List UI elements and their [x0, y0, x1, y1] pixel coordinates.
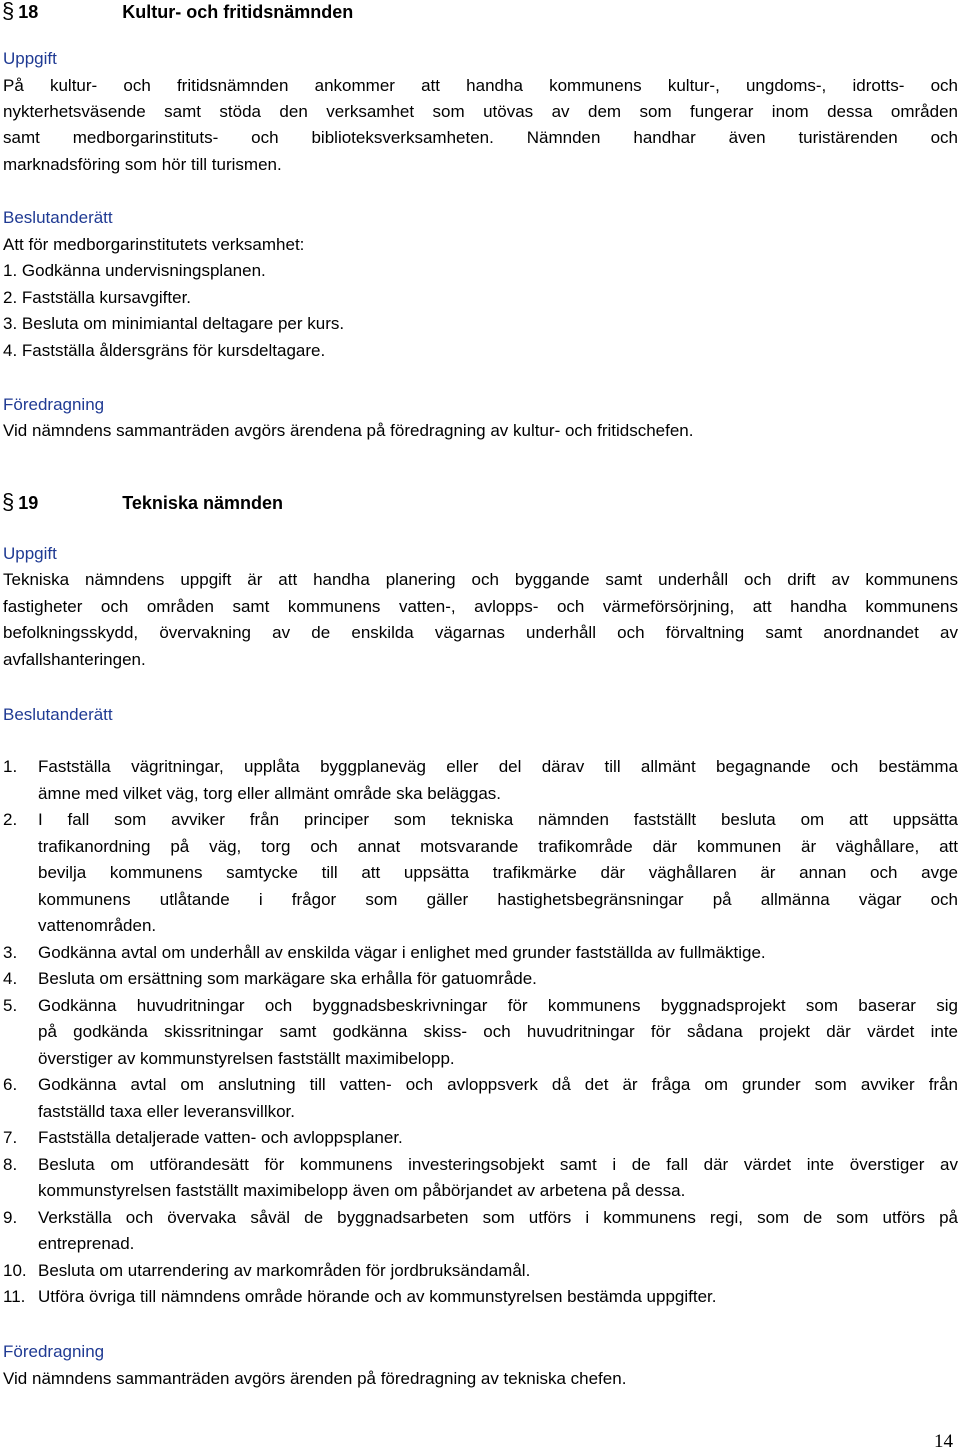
list-item-text: kommunstyrelsen fastställt maximibelopp även om påbörjandet av arbetena på dessa. — [38, 1181, 686, 1200]
list-item — [3, 966, 958, 993]
list-item: 4. Fastställa åldersgräns för kursdeltagare. — [3, 341, 326, 360]
section-number: 19 — [18, 493, 39, 513]
uppgift-line: På kultur- och fritidsnämnden ankommer att handha kommunens kultur-, ungdoms-, idrotts- och — [3, 76, 958, 95]
uppgift-line: marknadsföring som hör till turismen. — [3, 155, 282, 174]
list-item-text: på godkända skissritningar samt godkänna skiss- och huvudritningar för sådana projekt där värdet inte — [38, 1022, 958, 1041]
list-item: 1. Godkänna undervisningsplanen. — [3, 261, 266, 280]
uppgift-heading: Uppgift — [3, 544, 57, 563]
section-19-heading — [2, 491, 283, 514]
list-item-number: 11. — [3, 1287, 26, 1306]
section-sign: § — [2, 489, 15, 514]
list-item: 3. Besluta om minimiantal deltagare per kurs. — [3, 314, 345, 333]
uppgift-line: Tekniska nämndens uppgift är att handha planering och byggande samt underhåll och drift av kommunens — [3, 570, 958, 589]
list-item — [3, 940, 958, 967]
list-item — [3, 1152, 958, 1205]
section-number: 18 — [18, 2, 39, 22]
list-item-number: 10. — [3, 1260, 27, 1280]
list-item-number: 9. — [3, 1207, 18, 1227]
list-item-text: I fall som avviker från principer som tekniska nämnden fastställt besluta om att uppsätta — [38, 810, 958, 829]
list-item-text: ämne med vilket väg, torg eller allmänt område ska beläggas. — [38, 783, 502, 803]
section-18-heading — [2, 0, 353, 23]
list-item-number: 2. — [3, 810, 18, 829]
beslutanderatt-heading: Beslutanderätt — [3, 208, 113, 227]
list-item-text: Godkänna avtal om anslutning till vatten- och avloppsverk då det är fråga om grunder som avviker från — [38, 1075, 958, 1094]
list-item-text: Utföra övriga till nämndens område hörande och av kommunstyrelsen bestämda uppgifter. — [38, 1287, 717, 1306]
list-item — [3, 1258, 958, 1285]
section-sign: § — [2, 0, 15, 23]
list-item-number: 6. — [3, 1075, 18, 1094]
list-item — [3, 1072, 958, 1125]
section-title: Tekniska nämnden — [122, 493, 283, 513]
list-item — [3, 1284, 958, 1311]
list-item-text: Godkänna avtal om underhåll av enskilda vägar i enlighet med grunder fastställda av fullmäktige. — [38, 942, 766, 962]
list-item-number: 8. — [3, 1154, 18, 1174]
section-title: Kultur- och fritidsnämnden — [122, 2, 354, 22]
foredragning-heading: Föredragning — [3, 1342, 105, 1361]
uppgift-line: fastigheter och områden samt kommunens vatten-, avlopps- och värmeförsörjning, att handha kommunens — [3, 597, 958, 616]
beslutanderatt-heading: Beslutanderätt — [3, 705, 113, 724]
list-item-text: kommunens utlåtande i frågor som gäller hastighetsbegränsningar på allmänna vägar och — [38, 889, 958, 909]
uppgift-line: befolkningsskydd, övervakning av de enskilda vägarnas underhåll och förvaltning samt anordnandet av — [3, 623, 958, 642]
list-item-text: vattenområden. — [38, 916, 157, 935]
beslutanderatt-intro: Att för medborgarinstitutets verksamhet: — [3, 235, 305, 254]
foredragning-text: Vid nämndens sammanträden avgörs ärenden på föredragning av tekniska chefen. — [3, 1369, 627, 1388]
list-item: 2. Fastställa kursavgifter. — [3, 288, 192, 307]
list-item-number: 4. — [3, 969, 18, 988]
list-item-number: 5. — [3, 995, 18, 1015]
list-item-text: Godkänna huvudritningar och byggnadsbeskrivningar för kommunens byggnadsprojekt som baserar sig — [38, 995, 958, 1015]
list-item-text: Fastställa vägritningar, upplåta byggplaneväg eller del därav till allmänt begagnande och bestämma — [38, 757, 958, 776]
list-item — [3, 754, 958, 807]
list-item-text: Verkställa och övervaka såväl de byggnadsarbeten som utförs i kommunens regi, som de som utförs på — [38, 1207, 958, 1227]
list-item-text: Fastställa detaljerade vatten- och avloppsplaner. — [38, 1128, 403, 1147]
foredragning-heading: Föredragning — [3, 395, 105, 414]
list-item — [3, 993, 958, 1073]
page-number: 14 — [934, 1431, 953, 1452]
uppgift-heading: Uppgift — [3, 49, 57, 68]
list-item-text: Besluta om utarrendering av markområden för jordbruksändamål. — [38, 1260, 531, 1280]
foredragning-text: Vid nämndens sammanträden avgörs ärendena på föredragning av kultur- och fritidschefen. — [3, 421, 694, 440]
list-item-number: 1. — [3, 757, 18, 776]
list-item-text: Besluta om utförandesätt för kommunens investeringsobjekt samt i de fall där värdet inte överstiger av — [38, 1154, 958, 1174]
list-item-text: trafikanordning på väg, torg och annat motsvarande trafikområde där kommunen är väghållare, att — [38, 836, 958, 856]
uppgift-line: samt medborgarinstituts- och biblioteksverksamheten. Nämnden handhar även turistärenden och — [3, 128, 958, 147]
list-item-text: bevilja kommunens samtycke till att uppsätta trafikmärke där väghållaren är annan och avge — [38, 863, 958, 882]
list-item-number: 7. — [3, 1128, 18, 1147]
list-item — [3, 807, 958, 940]
list-item-number: 3. — [3, 942, 18, 962]
list-item — [3, 1205, 958, 1258]
list-item — [3, 1125, 958, 1152]
list-item-text: fastställd taxa eller leveransvillkor. — [38, 1101, 296, 1121]
list-item-text: entreprenad. — [38, 1234, 135, 1253]
list-item-text: överstiger av kommunstyrelsen fastställt maximibelopp. — [38, 1048, 455, 1068]
list-item-text: Besluta om ersättning som markägare ska erhålla för gatuområde. — [38, 969, 537, 988]
uppgift-line: avfallshanteringen. — [3, 650, 146, 669]
uppgift-line: nykterhetsväsende samt stöda den verksamhet som utövas av dem som fungerar inom dessa områden — [3, 102, 958, 121]
